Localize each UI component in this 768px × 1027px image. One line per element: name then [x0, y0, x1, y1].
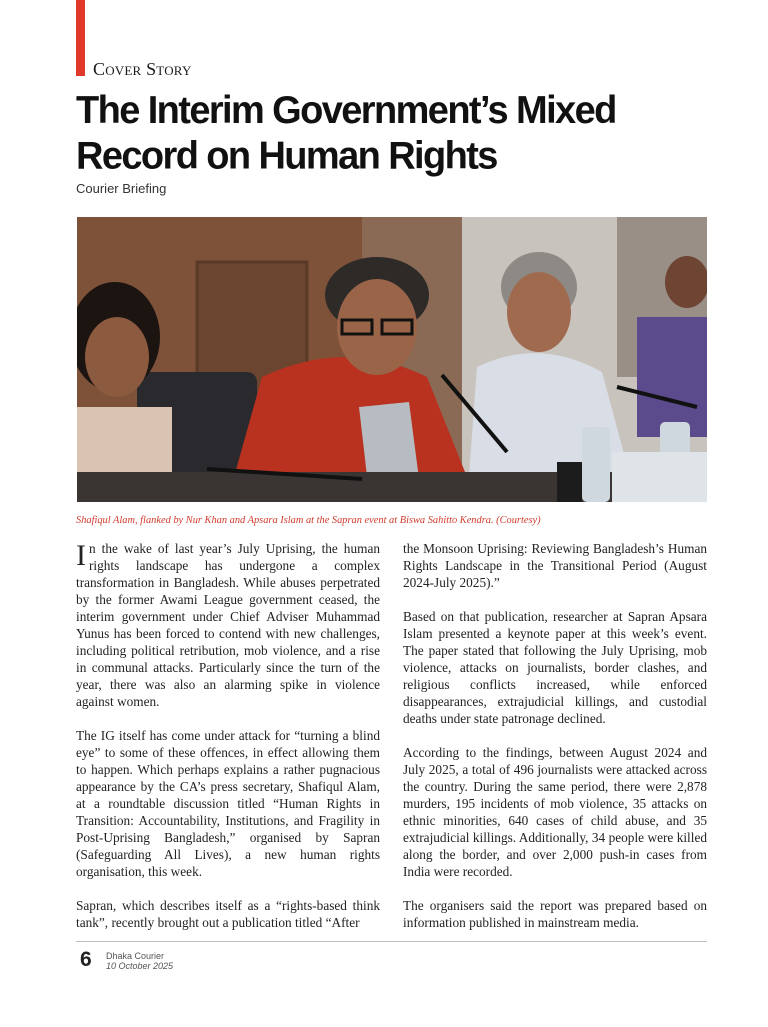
photo-caption: Shafiqul Alam, flanked by Nur Khan and Apsara Islam at the Sapran event at Biswa Sahitto Kendra. (Courtesy)	[76, 515, 541, 526]
footer-divider	[76, 941, 707, 942]
paragraph: Sapran, which describes itself as a “rights-based think tank”, recently brought out a publication titled “After	[76, 898, 380, 930]
paragraph: The organisers said the report was prepared based on information published in mainstream media.	[403, 898, 707, 930]
paragraph: Based on that publication, researcher at Sapran Apsara Islam presented a keynote paper at this week’s event. The paper stated that following the July Uprising, mob violence, attacks on journalists, border clashes, and religious conflicts increased, while enforced disappearances, extrajudicial killings, and custodial deaths under state patronage declined.	[403, 609, 707, 726]
section-accent-bar	[76, 0, 85, 76]
drop-cap: I	[76, 539, 86, 572]
article-byline: Courier Briefing	[76, 181, 167, 196]
publication-name: Dhaka Courier	[106, 951, 165, 961]
issue-date: 10 October 2025	[106, 961, 174, 971]
article-column-left	[76, 540, 380, 948]
paragraph	[76, 540, 380, 710]
page-number: 6	[80, 948, 92, 971]
paragraph: the Monsoon Uprising: Reviewing Bangladesh’s Human Rights Landscape in the Transitional Period (August 2024-July 2025).”	[403, 541, 707, 590]
paragraph: According to the findings, between August 2024 and July 2025, a total of 496 journalists were attacked across the country. During the same period, there were 2,878 murders, 195 incidents of mob violence, 35 attacks on ethnic minorities, 640 cases of child abuse, and 35 extrajudicial killings. Additionally, 34 people were killed along the border, and over 2,000 push-in cases from India were recorded.	[403, 745, 707, 879]
article-column-right	[403, 540, 707, 948]
paragraph: The IG itself has come under attack for “turning a blind eye” to some of these offences, in effect allowing them to happen. Which perhaps explains a rather pugnacious appearance by the CA’s press secretary, Shafiqul Alam, at a roundtable discussion titled “Human Rights in Transition: Accountability, Institutions, and Fragility in Post-Uprising Bangladesh,” organised by Sapran (Safeguarding All Lives), a new human rights organisation, this week.	[76, 728, 380, 879]
article-headline: The Interim Government’s Mixed Record on Human Rights	[76, 89, 616, 178]
article-photo	[77, 217, 707, 502]
section-kicker: Cover Story	[93, 59, 192, 79]
paragraph-text: n the wake of last year’s July Uprising, the human rights landscape has undergone a complex transformation in Bangladesh. While abuses perpetrated by the former Awami League government ceased, the interim government under Chief Adviser Muhammad Yunus has been forced to contend with new challenges, including political retribution, mob violence, and a rise in communal attacks. Particularly since the turn of the year, there was also an alarming spike in violence against women.	[76, 541, 380, 709]
